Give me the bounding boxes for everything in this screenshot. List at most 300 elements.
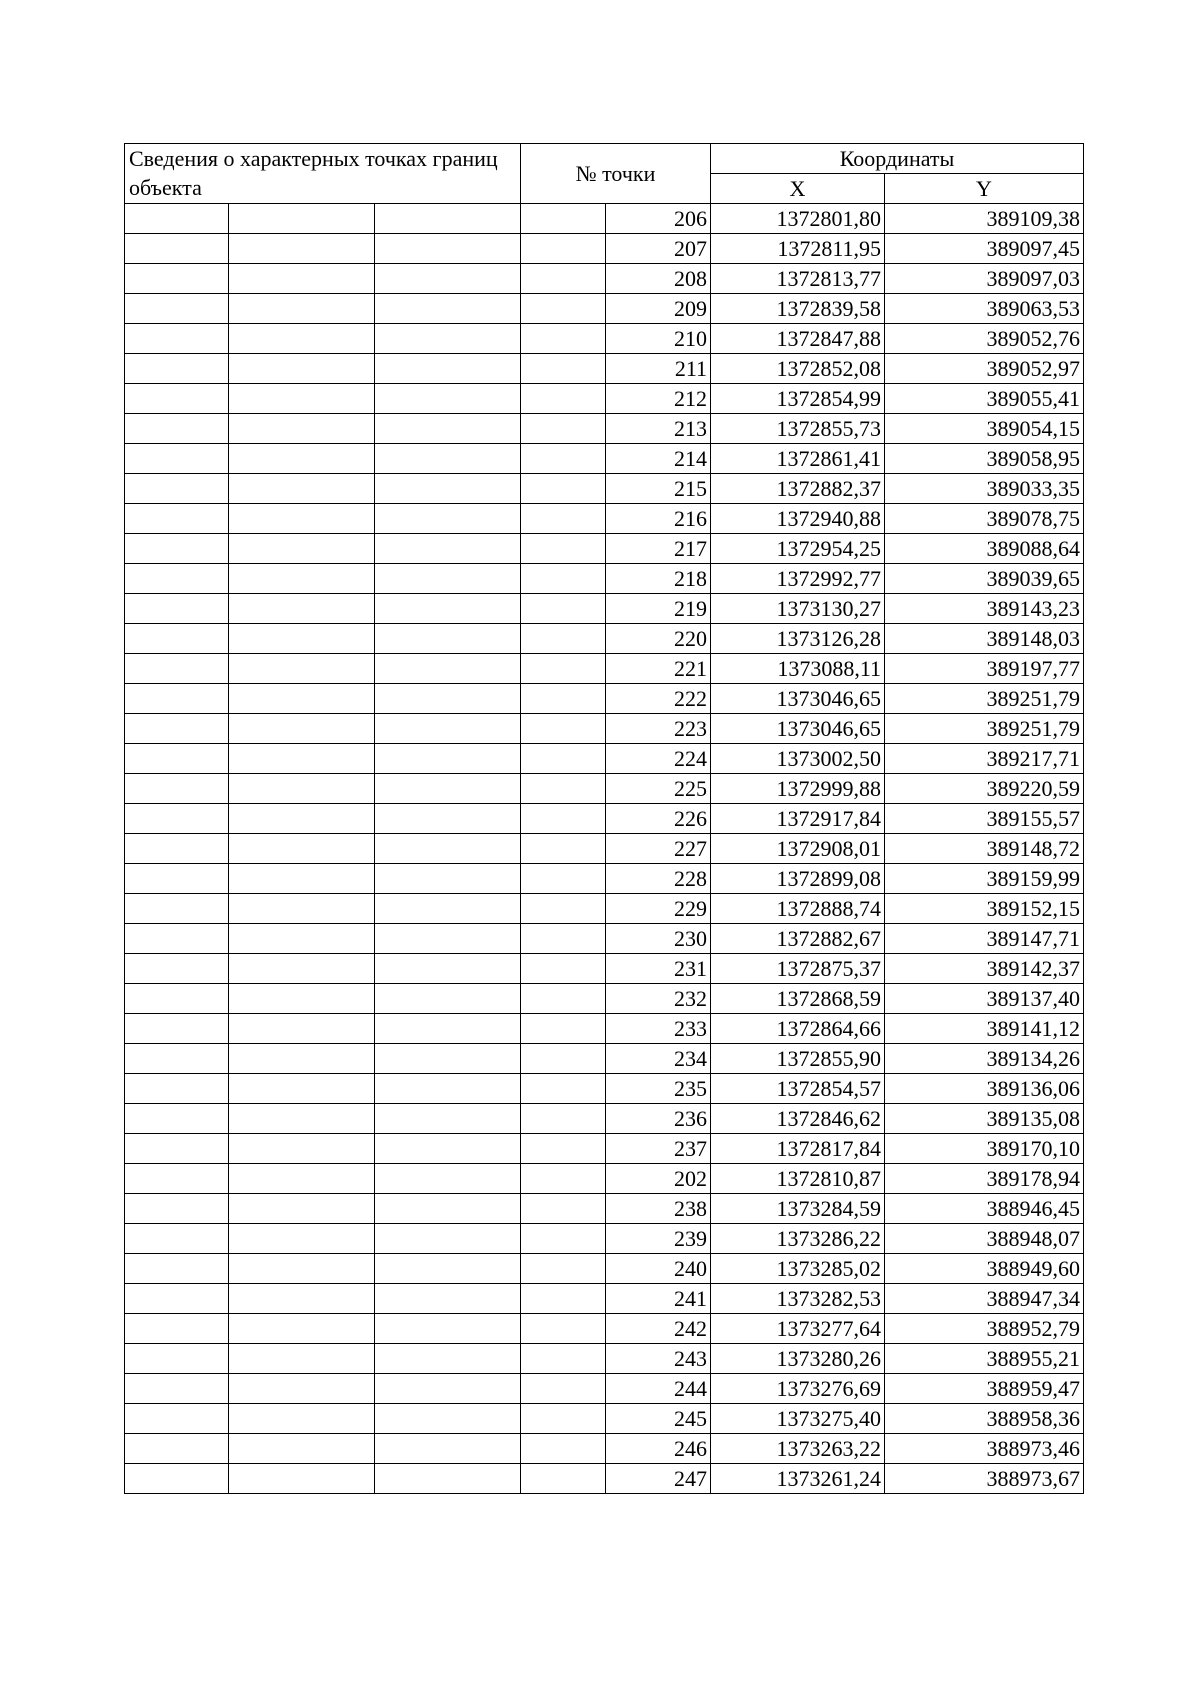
- empty-cell: [229, 1374, 375, 1404]
- point-number-cell: 232: [606, 984, 711, 1014]
- empty-cell: [125, 1374, 229, 1404]
- table-row: [125, 264, 1084, 294]
- empty-cell: [375, 1374, 521, 1404]
- empty-cell: [229, 984, 375, 1014]
- table-row: [125, 714, 1084, 744]
- x-coordinate-cell: 1373277,64: [711, 1314, 885, 1344]
- empty-cell: [521, 1104, 606, 1134]
- table-row: [125, 1134, 1084, 1164]
- x-coordinate-cell: 1372855,90: [711, 1044, 885, 1074]
- x-coordinate-cell: 1372899,08: [711, 864, 885, 894]
- point-number-cell: 206: [606, 204, 711, 234]
- object-boundary-info-header: Сведения о характерных точках границ объекта: [125, 144, 521, 204]
- empty-cell: [125, 534, 229, 564]
- empty-cell: [229, 1284, 375, 1314]
- empty-cell: [125, 1344, 229, 1374]
- x-coordinate-cell: 1372854,99: [711, 384, 885, 414]
- table-row: [125, 864, 1084, 894]
- x-coordinate-cell: 1372954,25: [711, 534, 885, 564]
- x-coordinate-cell: 1372861,41: [711, 444, 885, 474]
- empty-cell: [125, 1194, 229, 1224]
- table-row: [125, 1284, 1084, 1314]
- empty-cell: [521, 1164, 606, 1194]
- empty-cell: [229, 1434, 375, 1464]
- table-row: [125, 1434, 1084, 1464]
- empty-cell: [125, 1254, 229, 1284]
- point-number-cell: 215: [606, 474, 711, 504]
- y-coordinate-cell: 388955,21: [885, 1344, 1084, 1374]
- table-row: [125, 234, 1084, 264]
- empty-cell: [229, 1194, 375, 1224]
- x-coordinate-cell: 1373282,53: [711, 1284, 885, 1314]
- empty-cell: [125, 624, 229, 654]
- empty-cell: [229, 804, 375, 834]
- point-number-cell: 246: [606, 1434, 711, 1464]
- empty-cell: [521, 1224, 606, 1254]
- empty-cell: [521, 1134, 606, 1164]
- x-coordinate-cell: 1372846,62: [711, 1104, 885, 1134]
- y-coordinate-cell: 389143,23: [885, 594, 1084, 624]
- table-row: [125, 924, 1084, 954]
- empty-cell: [229, 1074, 375, 1104]
- point-number-cell: 207: [606, 234, 711, 264]
- empty-cell: [521, 774, 606, 804]
- point-number-cell: 227: [606, 834, 711, 864]
- y-coordinate-cell: 389135,08: [885, 1104, 1084, 1134]
- y-coordinate-cell: 388949,60: [885, 1254, 1084, 1284]
- x-coordinate-cell: 1373002,50: [711, 744, 885, 774]
- empty-cell: [521, 354, 606, 384]
- empty-cell: [521, 744, 606, 774]
- x-coordinate-cell: 1372847,88: [711, 324, 885, 354]
- empty-cell: [375, 1194, 521, 1224]
- empty-cell: [375, 1344, 521, 1374]
- empty-cell: [521, 384, 606, 414]
- empty-cell: [521, 1014, 606, 1044]
- y-coordinate-cell: 389052,76: [885, 324, 1084, 354]
- empty-cell: [229, 564, 375, 594]
- empty-cell: [229, 384, 375, 414]
- empty-cell: [375, 1254, 521, 1284]
- point-number-cell: 243: [606, 1344, 711, 1374]
- empty-cell: [521, 324, 606, 354]
- point-number-cell: 212: [606, 384, 711, 414]
- empty-cell: [375, 294, 521, 324]
- empty-cell: [521, 984, 606, 1014]
- y-coordinate-cell: 389137,40: [885, 984, 1084, 1014]
- empty-cell: [229, 594, 375, 624]
- table-row: [125, 654, 1084, 684]
- y-coordinate-cell: 389055,41: [885, 384, 1084, 414]
- table-row: [125, 1404, 1084, 1434]
- point-number-cell: 241: [606, 1284, 711, 1314]
- point-number-cell: 221: [606, 654, 711, 684]
- empty-cell: [375, 1314, 521, 1344]
- empty-cell: [229, 1224, 375, 1254]
- empty-cell: [521, 264, 606, 294]
- empty-cell: [375, 1284, 521, 1314]
- x-coordinate-cell: 1373046,65: [711, 684, 885, 714]
- empty-cell: [125, 924, 229, 954]
- empty-cell: [375, 954, 521, 984]
- empty-cell: [125, 1104, 229, 1134]
- x-coordinate-cell: 1373126,28: [711, 624, 885, 654]
- empty-cell: [229, 954, 375, 984]
- empty-cell: [375, 414, 521, 444]
- empty-cell: [229, 1254, 375, 1284]
- x-coordinate-cell: 1372940,88: [711, 504, 885, 534]
- empty-cell: [375, 624, 521, 654]
- empty-cell: [229, 1044, 375, 1074]
- empty-cell: [229, 714, 375, 744]
- point-number-cell: 224: [606, 744, 711, 774]
- x-coordinate-cell: 1372888,74: [711, 894, 885, 924]
- empty-cell: [375, 1014, 521, 1044]
- point-number-cell: 237: [606, 1134, 711, 1164]
- empty-cell: [375, 804, 521, 834]
- x-coordinate-cell: 1373276,69: [711, 1374, 885, 1404]
- empty-cell: [521, 594, 606, 624]
- empty-cell: [375, 1434, 521, 1464]
- y-coordinate-cell: 388946,45: [885, 1194, 1084, 1224]
- empty-cell: [125, 264, 229, 294]
- empty-cell: [125, 1014, 229, 1044]
- empty-cell: [375, 504, 521, 534]
- empty-cell: [375, 864, 521, 894]
- y-coordinate-cell: 389097,45: [885, 234, 1084, 264]
- empty-cell: [521, 1074, 606, 1104]
- empty-cell: [125, 744, 229, 774]
- y-coordinate-cell: 389109,38: [885, 204, 1084, 234]
- point-number-cell: 230: [606, 924, 711, 954]
- empty-cell: [229, 864, 375, 894]
- empty-cell: [125, 714, 229, 744]
- empty-cell: [125, 414, 229, 444]
- point-number-cell: 229: [606, 894, 711, 924]
- table-row: [125, 1104, 1084, 1134]
- y-coordinate-cell: 389078,75: [885, 504, 1084, 534]
- y-coordinate-cell: 389220,59: [885, 774, 1084, 804]
- empty-cell: [125, 384, 229, 414]
- point-number-cell: 211: [606, 354, 711, 384]
- empty-cell: [521, 924, 606, 954]
- empty-cell: [229, 354, 375, 384]
- y-coordinate-cell: 389148,72: [885, 834, 1084, 864]
- empty-cell: [375, 594, 521, 624]
- empty-cell: [521, 534, 606, 564]
- empty-cell: [375, 264, 521, 294]
- coordinates-table: [124, 143, 1084, 1494]
- coordinates-header: Координаты: [711, 144, 1084, 174]
- empty-cell: [125, 954, 229, 984]
- table-row: [125, 474, 1084, 504]
- empty-cell: [375, 744, 521, 774]
- empty-cell: [375, 354, 521, 384]
- y-coordinate-cell: 389141,12: [885, 1014, 1084, 1044]
- empty-cell: [125, 1134, 229, 1164]
- empty-cell: [375, 1074, 521, 1104]
- empty-cell: [521, 804, 606, 834]
- empty-cell: [125, 324, 229, 354]
- empty-cell: [375, 324, 521, 354]
- y-coordinate-cell: 388973,46: [885, 1434, 1084, 1464]
- table-row: [125, 384, 1084, 414]
- empty-cell: [521, 234, 606, 264]
- empty-cell: [521, 204, 606, 234]
- empty-cell: [229, 894, 375, 924]
- empty-cell: [375, 1104, 521, 1134]
- empty-cell: [229, 1314, 375, 1344]
- empty-cell: [521, 1044, 606, 1074]
- table-row: [125, 804, 1084, 834]
- empty-cell: [125, 594, 229, 624]
- y-coordinate-cell: 389217,71: [885, 744, 1084, 774]
- table-row: [125, 534, 1084, 564]
- empty-cell: [375, 1404, 521, 1434]
- empty-cell: [375, 654, 521, 684]
- header-row-1: [125, 144, 1084, 174]
- empty-cell: [125, 684, 229, 714]
- point-number-cell: 210: [606, 324, 711, 354]
- x-coordinate-cell: 1372999,88: [711, 774, 885, 804]
- empty-cell: [229, 414, 375, 444]
- y-coordinate-cell: 389134,26: [885, 1044, 1084, 1074]
- empty-cell: [229, 504, 375, 534]
- x-coordinate-cell: 1372817,84: [711, 1134, 885, 1164]
- x-coordinate-cell: 1373263,22: [711, 1434, 885, 1464]
- x-coordinate-cell: 1372801,80: [711, 204, 885, 234]
- point-number-cell: 238: [606, 1194, 711, 1224]
- x-column-header: X: [711, 174, 885, 204]
- point-number-cell: 202: [606, 1164, 711, 1194]
- table-row: [125, 1044, 1084, 1074]
- table-row: [125, 1164, 1084, 1194]
- y-coordinate-cell: 388959,47: [885, 1374, 1084, 1404]
- y-coordinate-cell: 389088,64: [885, 534, 1084, 564]
- empty-cell: [229, 744, 375, 774]
- empty-cell: [229, 624, 375, 654]
- empty-cell: [229, 924, 375, 954]
- empty-cell: [125, 474, 229, 504]
- x-coordinate-cell: 1372868,59: [711, 984, 885, 1014]
- empty-cell: [521, 504, 606, 534]
- empty-cell: [375, 894, 521, 924]
- empty-cell: [125, 204, 229, 234]
- empty-cell: [521, 1344, 606, 1374]
- empty-cell: [521, 1404, 606, 1434]
- point-number-header: № точки: [521, 144, 711, 204]
- point-number-cell: 219: [606, 594, 711, 624]
- empty-cell: [229, 1464, 375, 1494]
- empty-cell: [521, 1194, 606, 1224]
- empty-cell: [125, 1044, 229, 1074]
- empty-cell: [521, 834, 606, 864]
- empty-cell: [229, 444, 375, 474]
- y-coordinate-cell: 389063,53: [885, 294, 1084, 324]
- empty-cell: [125, 804, 229, 834]
- table-row: [125, 444, 1084, 474]
- y-coordinate-cell: 389148,03: [885, 624, 1084, 654]
- table-row: [125, 624, 1084, 654]
- empty-cell: [521, 654, 606, 684]
- x-coordinate-cell: 1372882,37: [711, 474, 885, 504]
- empty-cell: [521, 1284, 606, 1314]
- empty-cell: [521, 1434, 606, 1464]
- table-row: [125, 564, 1084, 594]
- table-row: [125, 984, 1084, 1014]
- y-coordinate-cell: 389170,10: [885, 1134, 1084, 1164]
- empty-cell: [375, 1464, 521, 1494]
- x-coordinate-cell: 1373261,24: [711, 1464, 885, 1494]
- empty-cell: [125, 654, 229, 684]
- y-coordinate-cell: 388952,79: [885, 1314, 1084, 1344]
- point-number-cell: 239: [606, 1224, 711, 1254]
- empty-cell: [229, 1014, 375, 1044]
- empty-cell: [375, 1164, 521, 1194]
- point-number-cell: 216: [606, 504, 711, 534]
- empty-cell: [521, 564, 606, 594]
- point-number-cell: 217: [606, 534, 711, 564]
- table-row: [125, 294, 1084, 324]
- y-coordinate-cell: 389159,99: [885, 864, 1084, 894]
- point-number-cell: 226: [606, 804, 711, 834]
- table-row: [125, 354, 1084, 384]
- y-coordinate-cell: 389142,37: [885, 954, 1084, 984]
- y-coordinate-cell: 389178,94: [885, 1164, 1084, 1194]
- x-coordinate-cell: 1373280,26: [711, 1344, 885, 1374]
- table-row: [125, 744, 1084, 774]
- point-number-cell: 244: [606, 1374, 711, 1404]
- empty-cell: [375, 984, 521, 1014]
- empty-cell: [521, 894, 606, 924]
- empty-cell: [229, 654, 375, 684]
- empty-cell: [521, 414, 606, 444]
- empty-cell: [229, 1164, 375, 1194]
- x-coordinate-cell: 1372864,66: [711, 1014, 885, 1044]
- x-coordinate-cell: 1372908,01: [711, 834, 885, 864]
- empty-cell: [229, 1404, 375, 1434]
- point-number-cell: 236: [606, 1104, 711, 1134]
- empty-cell: [125, 774, 229, 804]
- empty-cell: [125, 1404, 229, 1434]
- x-coordinate-cell: 1372811,95: [711, 234, 885, 264]
- x-coordinate-cell: 1372854,57: [711, 1074, 885, 1104]
- empty-cell: [375, 204, 521, 234]
- empty-cell: [125, 984, 229, 1014]
- empty-cell: [375, 1134, 521, 1164]
- y-column-header: Y: [885, 174, 1084, 204]
- empty-cell: [521, 1464, 606, 1494]
- y-coordinate-cell: 389054,15: [885, 414, 1084, 444]
- empty-cell: [521, 954, 606, 984]
- empty-cell: [125, 294, 229, 324]
- x-coordinate-cell: 1372875,37: [711, 954, 885, 984]
- y-coordinate-cell: 389039,65: [885, 564, 1084, 594]
- empty-cell: [229, 324, 375, 354]
- point-number-cell: 214: [606, 444, 711, 474]
- empty-cell: [375, 474, 521, 504]
- point-number-cell: 240: [606, 1254, 711, 1284]
- empty-cell: [229, 684, 375, 714]
- x-coordinate-cell: 1373284,59: [711, 1194, 885, 1224]
- x-coordinate-cell: 1373088,11: [711, 654, 885, 684]
- x-coordinate-cell: 1372917,84: [711, 804, 885, 834]
- empty-cell: [521, 714, 606, 744]
- empty-cell: [375, 714, 521, 744]
- point-number-cell: 222: [606, 684, 711, 714]
- empty-cell: [125, 1464, 229, 1494]
- point-number-cell: 208: [606, 264, 711, 294]
- empty-cell: [375, 924, 521, 954]
- empty-cell: [521, 474, 606, 504]
- empty-cell: [125, 834, 229, 864]
- empty-cell: [521, 1254, 606, 1284]
- x-coordinate-cell: 1373285,02: [711, 1254, 885, 1284]
- empty-cell: [229, 474, 375, 504]
- point-number-cell: 220: [606, 624, 711, 654]
- point-number-cell: 213: [606, 414, 711, 444]
- x-coordinate-cell: 1372882,67: [711, 924, 885, 954]
- point-number-cell: 235: [606, 1074, 711, 1104]
- table-row: [125, 774, 1084, 804]
- empty-cell: [125, 444, 229, 474]
- point-number-cell: 225: [606, 774, 711, 804]
- y-coordinate-cell: 389251,79: [885, 684, 1084, 714]
- empty-cell: [229, 1134, 375, 1164]
- point-number-cell: 233: [606, 1014, 711, 1044]
- table-row: [125, 504, 1084, 534]
- point-number-cell: 228: [606, 864, 711, 894]
- empty-cell: [125, 1164, 229, 1194]
- y-coordinate-cell: 389058,95: [885, 444, 1084, 474]
- empty-cell: [229, 234, 375, 264]
- empty-cell: [375, 234, 521, 264]
- x-coordinate-cell: 1372992,77: [711, 564, 885, 594]
- empty-cell: [125, 234, 229, 264]
- x-coordinate-cell: 1372813,77: [711, 264, 885, 294]
- empty-cell: [521, 864, 606, 894]
- x-coordinate-cell: 1373130,27: [711, 594, 885, 624]
- empty-cell: [229, 834, 375, 864]
- y-coordinate-cell: 388958,36: [885, 1404, 1084, 1434]
- point-number-cell: 218: [606, 564, 711, 594]
- empty-cell: [521, 624, 606, 654]
- point-number-cell: 231: [606, 954, 711, 984]
- empty-cell: [229, 534, 375, 564]
- y-coordinate-cell: 389033,35: [885, 474, 1084, 504]
- y-coordinate-cell: 388948,07: [885, 1224, 1084, 1254]
- empty-cell: [229, 1104, 375, 1134]
- point-number-cell: 245: [606, 1404, 711, 1434]
- y-coordinate-cell: 389152,15: [885, 894, 1084, 924]
- x-coordinate-cell: 1373286,22: [711, 1224, 885, 1254]
- empty-cell: [125, 354, 229, 384]
- empty-cell: [125, 864, 229, 894]
- empty-cell: [125, 1224, 229, 1254]
- point-number-cell: 234: [606, 1044, 711, 1074]
- y-coordinate-cell: 388973,67: [885, 1464, 1084, 1494]
- empty-cell: [375, 564, 521, 594]
- empty-cell: [125, 1314, 229, 1344]
- empty-cell: [229, 1344, 375, 1374]
- table-row: [125, 1194, 1084, 1224]
- y-coordinate-cell: 389136,06: [885, 1074, 1084, 1104]
- empty-cell: [375, 384, 521, 414]
- empty-cell: [125, 1434, 229, 1464]
- table-row: [125, 1224, 1084, 1254]
- empty-cell: [521, 684, 606, 714]
- empty-cell: [521, 444, 606, 474]
